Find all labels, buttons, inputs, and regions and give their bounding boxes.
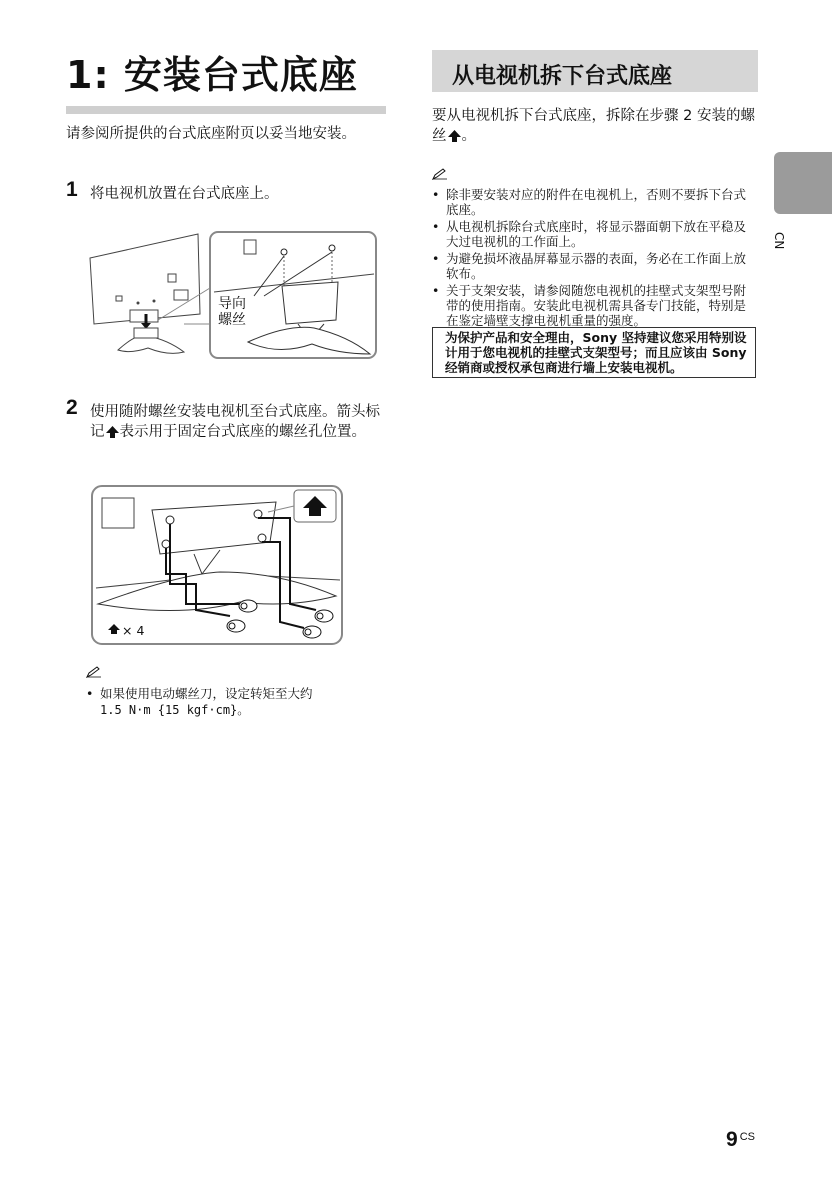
intro-text: 请参阅所提供的台式底座附页以妥当地安装。: [66, 126, 356, 142]
title-rule: [66, 106, 386, 114]
removal-intro: [432, 106, 758, 146]
page-title: 1: 安装台式底座: [66, 53, 358, 97]
stand-placement-illustration: [88, 228, 380, 362]
note-item: • 从电视机拆除台式底座时，将显示器面朝下放在平稳及大过电视机的工作面上。: [432, 219, 758, 249]
language-tab: [774, 152, 832, 214]
safety-warning-box: [432, 327, 756, 378]
screw-hole-arrow-icon: [447, 129, 462, 143]
step-1: [66, 178, 388, 204]
note-item: • 除非要安装对应的附件在电视机上，否则不要拆下台式底座。: [432, 187, 758, 217]
safety-warning-text: 为保护产品和安全理由，Sony 坚持建议您采用特别设计用于您电视机的挂壁式支架型号；而且应该由 Sony 经销商或授权承包商进行墙上安装电视机。: [445, 330, 747, 375]
guide-screw-label: [218, 296, 246, 328]
step-text-a: 使用随附螺丝安装电视机至台式底座。箭头标记: [90, 404, 380, 440]
step-number: 1: [66, 178, 78, 201]
note-line-2: 1.5 N·m {15 kgf·cm}。: [100, 703, 250, 717]
removal-notes: [432, 168, 758, 330]
note-line-1: • 如果使用电动螺丝刀，设定转矩至大约: [100, 686, 313, 701]
note-item: [86, 686, 386, 718]
removal-intro-b: 。: [461, 128, 476, 144]
page-number-suffix: CS: [739, 1130, 755, 1143]
screw-attach-illustration: [90, 484, 344, 646]
note-item: • 为避免损坏液晶屏幕显示器的表面，务必在工作面上放软布。: [432, 251, 758, 281]
step-text-b: 表示用于固定台式底座的螺丝孔位置。: [119, 424, 366, 440]
page-number-value: 9: [726, 1128, 738, 1151]
screw-hole-arrow-icon: [105, 425, 120, 439]
language-label: CN: [772, 232, 786, 250]
step-2: [66, 396, 388, 442]
step-number: 2: [66, 396, 78, 419]
screw-count: × 4: [122, 623, 145, 638]
step-text: 将电视机放置在台式底座上。: [90, 186, 279, 202]
note-item: • 关于支架安装，请参阅随您电视机的挂壁式支架型号附带的使用指南。安装此电视机需具备专门技能，特别是在鉴定墙壁支撑电视机重量的强度。: [432, 283, 758, 328]
section-title: 从电视机拆下台式底座: [452, 64, 673, 89]
step-text: [90, 402, 388, 442]
torque-note: [86, 666, 386, 720]
note-pencil-icon: [432, 168, 448, 180]
page-number: [726, 1128, 755, 1152]
label-line-2: 螺丝: [218, 312, 246, 328]
note-pencil-icon: [86, 666, 102, 678]
removal-intro-a: 要从电视机拆下台式底座，拆除在步骤 2 安装的螺丝: [432, 108, 755, 144]
label-line-1: 导向: [218, 296, 246, 312]
